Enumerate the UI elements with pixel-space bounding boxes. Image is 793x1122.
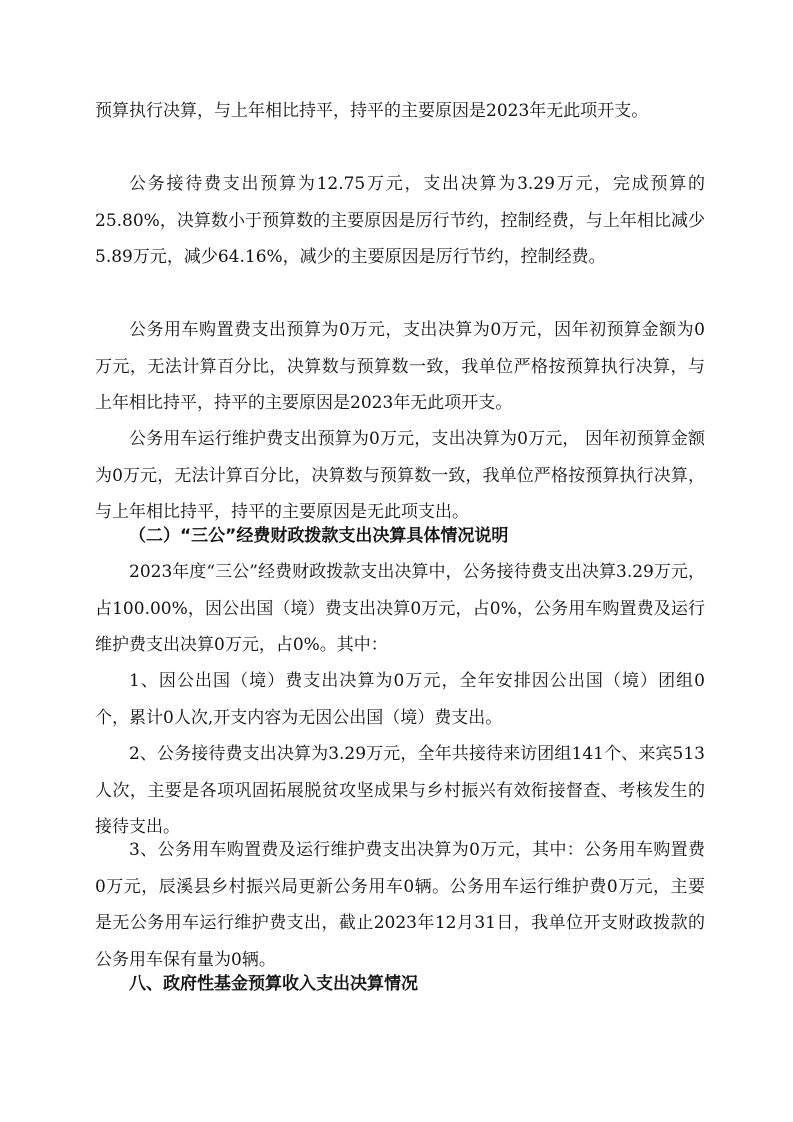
paragraph-vehicle-maintenance: 公务用车运行维护费支出预算为0万元，支出决算为0万元， 因年初预算金额为0万元，无法计算百分比，决算数与预算数一致，我单位严格按预算执行决算，与上年相比持平，持平的主要原因是无此项支出。 [95, 429, 705, 523]
paragraph-continued: 预算执行决算，与上年相比持平，持平的主要原因是2023年无此项开支。 [95, 101, 649, 121]
section-heading-two: （二）“三公”经费财政拨款支出决算具体情况说明 [129, 526, 509, 546]
paragraph-vehicle-purchase: 公务用车购置费支出预算为0万元，支出决算为0万元，因年初预算金额为0万元，无法计算百分比，决算数与预算数一致，我单位严格按预算执行决算，与上年相比持平，持平的主要原因是2023年无此项开支。 [95, 320, 705, 414]
paragraph-item-1: 1、因公出国（境）费支出决算为0万元，全年安排因公出国（境）团组0个，累计0人次,开支内容为无因公出国（境）费支出。 [95, 671, 705, 728]
section-heading-eight: 八、政府性基金预算收入支出决算情况 [129, 974, 418, 994]
paragraph-three-public-summary: 2023年度“三公”经费财政拨款支出决算中，公务接待费支出决算3.29万元，占100.00%，因公出国（境）费支出决算0万元，占0%，公务用车购置费及运行维护费支出决算0万元，占0%。其中： [95, 562, 705, 656]
paragraph-item-2: 2、公务接待费支出决算为3.29万元，全年共接待来访团组141个、来宾513人次，主要是各项巩固拓展脱贫攻坚成果与乡村振兴有效衔接督查、考核发生的接待支出。 [95, 744, 705, 838]
paragraph-item-3: 3、公务用车购置费及运行维护费支出决算为0万元，其中：公务用车购置费0万元，辰溪县乡村振兴局更新公务用车0辆。公务用车运行维护费0万元，主要是无公务用车运行维护费支出，截止2023年12月31日，我单位开支财政拨款的公务用车保有量为0辆。 [95, 840, 705, 970]
paragraph-reception-expense: 公务接待费支出预算为12.75万元，支出决算为3.29万元，完成预算的25.80%，决算数小于预算数的主要原因是厉行节约，控制经费，与上年相比减少5.89万元，减少64.16%，减少的主要原因是厉行节约，控制经费。 [95, 174, 705, 268]
